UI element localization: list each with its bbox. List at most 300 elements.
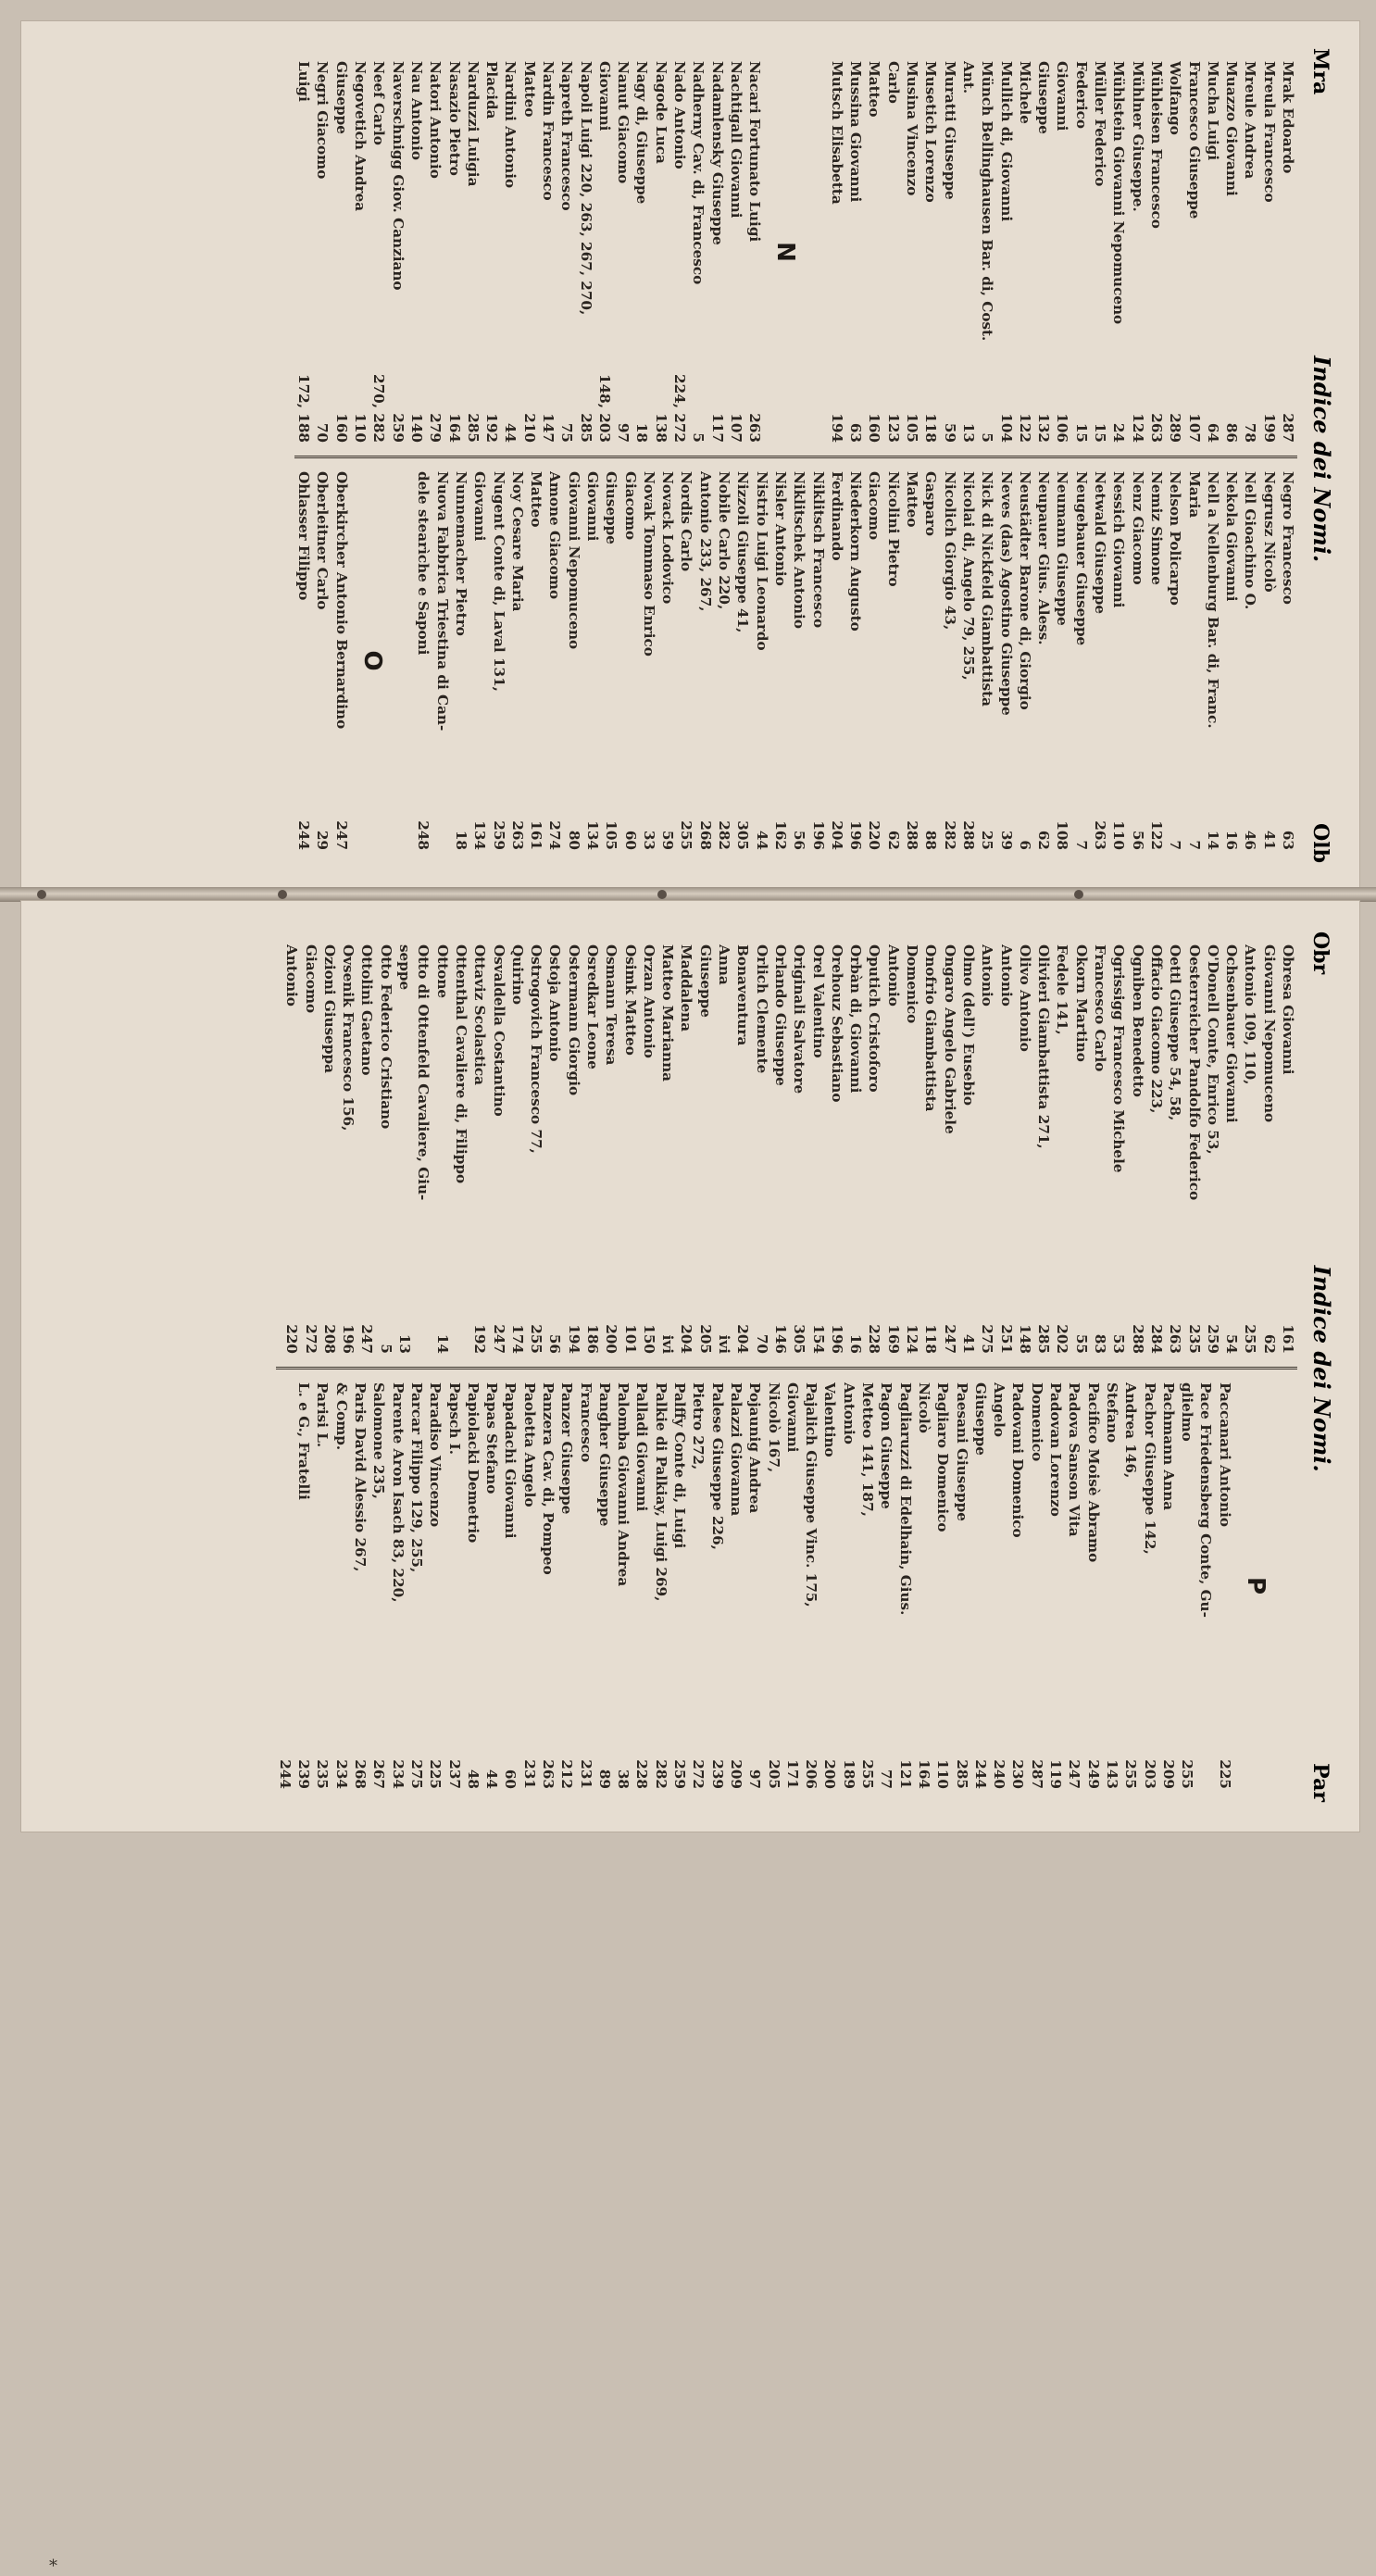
entry-name: Oettl Giuseppe 54, 58, [1166,944,1183,1120]
entry-pages: 212 [557,1758,575,1789]
entry-pages: 255 [1178,1758,1195,1789]
entry-name: Salomone 235, [369,1382,387,1499]
entry-name: dele stearìche e Saponi [414,471,432,656]
entry-pages: 118 [921,413,939,443]
entry-name: Andrea 146, [1121,1382,1139,1478]
entry-pages: 123 [884,413,902,443]
entry-name: Muratti Giuseppe [941,61,958,200]
entry-pages: 230 [1008,1758,1026,1789]
entry-pages: 63 [1279,830,1296,850]
entry-name: Neumann Giuseppe [1053,471,1070,626]
entry-name: Giuseppe [696,944,714,1018]
index-entry [1128,61,1146,443]
entry-name: Niklitsch Francesco [809,471,827,629]
entry-pages: ivi [715,1334,732,1354]
entry-pages: 110 [351,413,369,443]
entry-name: Ant. [959,61,977,94]
entry-name: Negro Francesco [1279,471,1296,605]
entry-pages: 263 [539,1758,557,1789]
index-entry [1184,61,1203,443]
entry-pages: 107 [727,413,744,443]
index-entry [1165,944,1183,1354]
index-entry [726,61,744,443]
index-entry [1165,61,1183,443]
entry-name: Carlo [884,61,902,104]
index-entry [602,471,620,850]
index-entry [1083,1382,1102,1789]
entry-name: Ottone [433,944,451,998]
index-entry [1053,61,1071,443]
entry-name: Paris David Alessio 267, [351,1382,369,1571]
index-entry [632,61,651,443]
entry-pages: 259 [1204,1323,1221,1354]
entry-name: seppe [395,944,413,990]
entry-pages: 192 [470,1323,488,1354]
index-entry [921,61,940,443]
entry-pages: 274 [545,820,563,850]
entry-pages: 118 [921,1323,939,1354]
index-entry [482,61,500,443]
index-entry [294,471,312,850]
entry-name: Mucha Luigi [1204,61,1221,161]
index-entry [657,944,676,1354]
entry-name: Pagliaro Domenico [933,1382,951,1532]
entry-pages: 105 [602,820,619,850]
section-letter: P [1241,1576,1270,1594]
entry-name: Napoli Luigi 220, 263, 267, 270, [577,61,594,316]
entry-pages: 44 [482,1769,500,1789]
entry-name: Giuseppe [332,61,350,134]
entry-pages: 106 [1053,413,1070,443]
entry-pages: 255 [1241,1323,1258,1354]
entry-pages: 161 [527,820,544,850]
entry-name: Luigi [294,61,312,102]
index-entry [902,944,920,1354]
entry-name: Giovanni [595,61,613,131]
index-column-left [294,48,1296,456]
entry-name [1278,1382,1296,1387]
entry-name: Netwald Giuseppe [1091,471,1108,615]
entry-name: Amone Giacomo [545,471,563,600]
index-entry [883,61,902,443]
entry-name: Matteo [903,471,920,528]
entry-pages: 134 [583,820,601,850]
index-entry [695,471,714,850]
entry-name: Domenico [1028,1382,1045,1461]
entry-name: Originali Salvatore [790,944,807,1094]
entry-pages: 164 [445,413,463,443]
entry-pages [432,843,451,850]
index-entry [801,1382,819,1789]
binding-stitch [37,890,46,899]
entry-pages: 202 [1053,1323,1070,1354]
entry-pages: 255 [678,820,694,850]
entry-name: Domenico [903,944,920,1023]
entry-name: Giuseppe [602,471,619,544]
entry-pages: 6 [1016,840,1033,850]
index-entry [782,1382,801,1789]
entry-name: Federico [1072,61,1090,130]
entry-name: Papsch I. [445,1382,463,1455]
entry-pages: 46 [1241,830,1258,850]
index-entry [482,1382,500,1789]
index-entry [425,61,444,443]
entry-pages: 48 [464,1769,482,1789]
index-entry [752,944,770,1354]
index-entry [958,944,977,1354]
entry-pages: 78 [1241,422,1258,443]
entry-name: Ferdinando [828,471,845,561]
entry-pages: 263 [1166,1323,1183,1354]
entry-name: Oesterreicher Pandolfo Federico [1185,944,1203,1200]
index-entry [369,1382,388,1789]
index-entry [1109,61,1128,443]
entry-name: Nanut Giacomo [614,61,632,184]
entry-name: Anna [715,944,732,985]
entry-pages: 62 [884,830,902,850]
index-entry [1278,944,1296,1354]
entry-pages: 194 [565,1323,582,1354]
entry-name: Osvaldella Costantino [490,944,507,1117]
entry-pages: 234 [332,1758,350,1789]
index-entry [489,944,507,1354]
entry-pages: 244 [276,1758,294,1789]
entry-name: Mrak Edoardo [1279,61,1296,174]
entry-name: & Comp. [332,1382,350,1450]
index-column-right [294,456,1296,863]
entry-pages: 282 [652,1758,669,1789]
entry-pages: 263 [508,820,526,850]
entry-name: Padovani Domenico [1008,1382,1026,1538]
entry-name: Nicolich Giorgio 43, [941,471,958,631]
entry-name: Orbàn di, Giovanni [846,944,864,1093]
index-entry [996,61,1015,443]
entry-pages: 200 [820,1758,838,1789]
index-entry [538,1382,557,1789]
index-entry [557,1382,576,1789]
index-entry [857,1382,876,1789]
entry-pages: 305 [790,1323,807,1354]
entry-name: Oberleitner Carlo [313,471,331,610]
index-entry [557,61,576,443]
entry-name: Metteo 141, 187, [858,1382,876,1517]
entry-name: Pacifico Moisè Abramo [1084,1382,1102,1562]
entry-name [808,61,827,66]
index-entry [1221,61,1240,443]
index-entry [613,1382,632,1789]
entry-pages: 162 [771,820,789,850]
entry-name: Nadamlensky Giuseppe [708,61,726,245]
entry-name: Panzera Cav. di, Pompeo [539,1382,557,1575]
entry-pages: 56 [1129,830,1146,850]
entry-pages: 275 [407,1758,425,1789]
entry-name: Osredkar Leone [583,944,601,1069]
binding-stitch [657,890,667,899]
index-entry [444,61,463,443]
entry-name: Mühlner Giuseppe. [1129,61,1146,212]
entry-name: Narduzzi Luigia [464,61,482,187]
index-entry [733,944,752,1354]
index-entry [940,61,958,443]
entry-name: Paradiso Vincenzo [426,1382,444,1527]
index-entry [1071,944,1090,1354]
entry-pages: 60 [621,830,639,850]
entry-pages: 62 [1260,1333,1278,1354]
index-entry [770,944,789,1354]
entry-pages: 239 [708,1758,726,1789]
index-entry [820,1382,839,1789]
entry-pages: 44 [501,422,519,443]
entry-pages: 83 [1091,1333,1108,1354]
entry-name: Giacomo [302,944,319,1013]
entry-name: Giacomo [621,471,639,541]
entry-pages: 205 [765,1758,782,1789]
entry-pages: 5 [689,432,707,443]
index-entry [977,471,995,850]
entry-name: Müller Federico [1091,61,1108,187]
index-entry [1071,61,1090,443]
index-entry [388,1382,407,1789]
entry-name: Paccanari Antonio [1216,1382,1233,1527]
entry-pages: 272 [302,1323,319,1354]
entry-name: Orlando Giuseppe [771,944,789,1086]
entry-name: Osimk Matteo [621,944,639,1056]
entry-name: Nell a Nellenburg Bar. di, Franc. [1204,471,1221,729]
entry-name: Musina Vincenzo [903,61,920,196]
index-entry [1278,1382,1296,1789]
entry-pages: 122 [1016,413,1033,443]
index-entry [902,61,920,443]
index-entry [469,944,488,1354]
index-entry [451,471,469,850]
entry-name: Angelo [990,1382,1007,1437]
index-entry [1221,944,1240,1354]
index-entry [594,61,613,443]
entry-name: Orehouz Sebastiano [828,944,845,1102]
index-entry [501,61,519,443]
entry-pages: 174 [508,1323,526,1354]
entry-name: Nisler Antonio [771,471,789,586]
entry-name: Nenz Giacomo [1129,471,1146,585]
entry-pages: 86 [1222,422,1240,443]
entry-pages: 288 [903,820,920,850]
entry-pages: 80 [565,830,582,850]
entry-pages: 205 [696,1323,714,1354]
index-entry [526,944,544,1354]
entry-pages: 196 [846,820,864,850]
index-entry [932,1382,951,1789]
entry-pages: 33 [640,830,657,850]
entry-name: Gasparo [921,471,939,536]
entry-name: Negovetich Andrea [351,61,369,212]
entry-name: Matteo [520,61,538,118]
entry-pages: 134 [470,820,488,850]
entry-name: Pace Friedensberg Conte, Gu- [1196,1382,1214,1618]
index-entry [1128,471,1146,850]
entry-name: Pangher Giuseppe [595,1382,613,1526]
entry-name: Antonio [282,944,300,1007]
index-entry [1053,471,1071,850]
entry-name: Onofrio Giambattista [921,944,939,1111]
entry-pages: 15 [1091,422,1108,443]
index-entry [620,471,639,850]
index-entry [331,471,350,850]
entry-name: Novack Lodovico [658,471,676,605]
entry-name: Papas Stefano [482,1382,500,1494]
index-column-left [275,932,1296,1367]
entry-name: Neugebauer Giuseppe [1072,471,1090,646]
index-entry [376,944,394,1354]
index-entry [275,1382,294,1789]
entry-pages: 161 [1279,1323,1296,1354]
index-entry [414,471,432,850]
entry-name: Olivieri Giambattista 271, [1034,944,1052,1149]
index-entry [845,61,864,443]
entry-pages: 54 [1222,1333,1240,1354]
index-entry [1109,471,1128,850]
entry-pages [414,1346,432,1354]
entry-pages: 282 [941,820,958,850]
entry-pages: 41 [959,1333,977,1354]
entry-pages: 247 [490,1323,507,1354]
entry-name: Maria [1185,471,1203,519]
page-header [1303,922,1339,1811]
entry-name: Niederkorn Augusto [846,471,864,631]
entry-name: Nugent Conte di, Laval 131, [490,471,507,692]
entry-name: Muazzo Giovanni [1222,61,1240,196]
entry-name: Giovanni [1053,61,1070,131]
index-entry [651,1382,669,1789]
entry-pages: 172, 188 [294,374,312,443]
index-entry [1203,944,1221,1354]
entry-name [394,471,413,476]
entry-name: Neef Carlo [369,61,387,145]
entry-name: Antonio [840,1382,857,1444]
index-entry [883,471,902,850]
index-entry [1146,61,1165,443]
entry-name: Niklitschek Antonio [790,471,807,629]
entry-name: Neustädter Barone di, Giorgio [1016,471,1033,710]
index-entry [1128,944,1146,1354]
entry-pages: 225 [426,1758,444,1789]
index-entry [1090,471,1108,850]
entry-pages: 204 [733,1323,751,1354]
entry-name: Nau Antonio [407,61,425,160]
entry-name: Ottenthal Cavaliere di, Filippo [452,944,469,1183]
entry-name: Panzer Giuseppe [557,1382,575,1514]
entry-pages [1278,1782,1296,1789]
entry-pages: 64 [1204,422,1221,443]
entry-pages: 146 [771,1323,789,1354]
entry-name: Francesco Carlo [1091,944,1108,1071]
entry-pages: 148 [1016,1323,1033,1354]
entry-pages: 267 [369,1758,387,1789]
entry-name: Bonaventura [733,944,751,1045]
index-entry [582,944,601,1354]
index-entry [1090,61,1108,443]
entry-name: Parisi L. [313,1382,331,1447]
entry-name: Pajalich Giuseppe Vinc. 175, [802,1382,819,1607]
index-entry [545,471,564,850]
entry-pages: 89 [595,1769,613,1789]
entry-name: Nicolò 167, [765,1382,782,1472]
index-entry [958,471,977,850]
index-entry [1259,61,1278,443]
entry-pages: 148, 203 [595,374,613,443]
entry-name: Giovanni [470,471,488,542]
entry-pages: 275 [978,1323,995,1354]
entry-name: Quirino [508,944,526,1005]
entry-pages: 251 [997,1323,1015,1354]
index-entry [921,944,940,1354]
index-entry [770,471,789,850]
index-entry [463,61,482,443]
index-entry [845,471,864,850]
index-columns [275,922,1302,1811]
entry-name: Ottolini Gaetano [357,944,375,1076]
entry-pages: 247 [357,1323,375,1354]
index-entry [677,471,695,850]
entry-name: Giuseppe [1034,61,1052,134]
index-entry [744,1382,763,1789]
entry-name: Olivo Antonio [1016,944,1033,1052]
page-left-upper [20,20,1360,891]
index-entry [394,944,413,1354]
index-entry [952,1382,970,1789]
entry-name: Ohlasser Filippo [294,471,312,601]
entry-pages: 160 [865,413,882,443]
index-entry [657,471,676,850]
index-entry [620,944,639,1354]
entry-pages: 244 [294,820,312,850]
entry-name: Offacio Giacomo 223, [1147,944,1165,1113]
index-entry [507,944,526,1354]
index-entry [507,471,526,850]
entry-name: Otto Federico Cristiano [377,944,394,1129]
page-header [1303,39,1339,872]
entry-pages: 224, 272 [670,374,688,443]
entry-pages: 41 [1260,830,1278,850]
entry-pages: 70 [753,1333,770,1354]
entry-name: Giovanni Nepomuceno [1260,944,1278,1122]
index-entry [338,944,357,1354]
entry-pages: 263 [1147,413,1165,443]
entry-pages: 24 [1109,422,1127,443]
entry-name: Otto di Ottenfeld Cavaliere, Giu- [414,944,432,1200]
entry-pages: 169 [884,1323,902,1354]
entry-name: Ochsenbauer Giovanni [1222,944,1240,1123]
entry-pages: 53 [1109,1333,1127,1354]
entry-pages: 29 [313,830,331,850]
index-entry [501,1382,519,1789]
entry-name: Ostermann Giorgio [565,944,582,1095]
index-entry [1027,1382,1045,1789]
index-entry [1221,471,1240,850]
entry-pages: 75 [557,422,575,443]
entry-pages: 16 [1222,830,1240,850]
index-entry [764,1382,782,1789]
index-entry [301,944,319,1354]
index-entry [281,944,300,1354]
index-entry [1008,1382,1027,1789]
entry-pages: 97 [745,1769,763,1789]
entry-name: Antonio [884,944,902,1007]
index-entry [827,471,845,850]
entry-pages: 249 [1084,1758,1102,1789]
entry-name: Nordis Carlo [678,471,694,572]
index-entry [407,1382,425,1789]
index-entry [444,1382,463,1789]
